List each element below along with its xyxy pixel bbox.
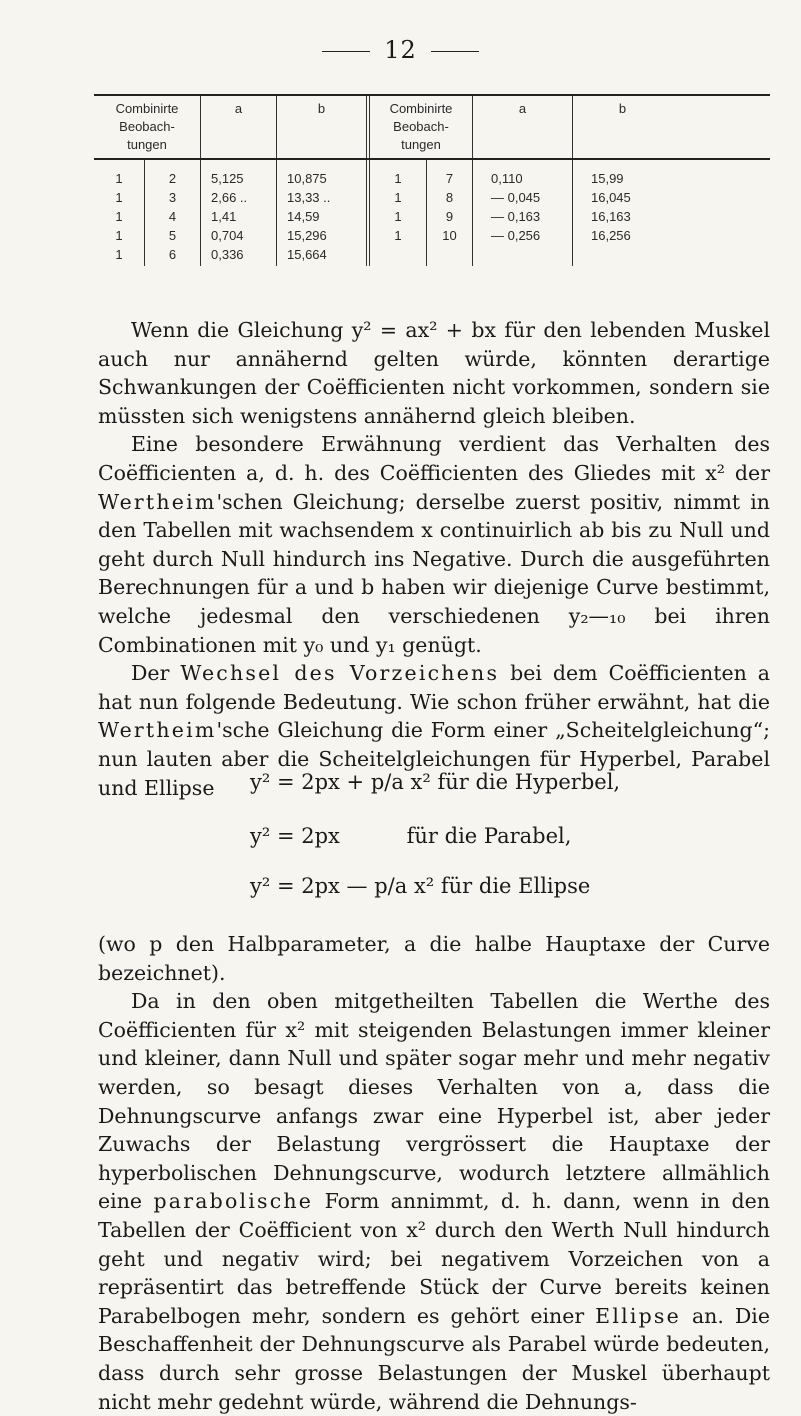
emphasis-spaced: Ellipse <box>595 1303 681 1328</box>
table-cell: 1 <box>115 209 123 224</box>
table-cell: 5 <box>168 228 177 243</box>
table-cell: 1 <box>394 209 402 224</box>
paragraph <box>98 987 770 1416</box>
column-right-obs2 <box>426 160 472 266</box>
page-number-left-dash <box>322 51 370 52</box>
table-body <box>94 160 770 266</box>
header-a-left: a <box>200 96 276 158</box>
table-header <box>94 96 770 160</box>
page-number-text: 12 <box>384 36 417 64</box>
table-cell: 8 <box>445 190 454 205</box>
header-a-right: a <box>472 96 572 158</box>
formula-ellipse: y² = 2px — p/a x² für die Ellipse <box>250 874 591 898</box>
table-cell: 4 <box>168 209 177 224</box>
header-combinirte-left: Combinirte Beobach- tungen <box>115 101 179 152</box>
name-wertheim: Wertheim <box>98 489 217 514</box>
paragraph-text: Eine besondere Erwähnung verdient das Verhalten des Coëfficienten a, d. h. des Coëfficienten des Gliedes mit x² der <box>98 432 770 485</box>
table-cell: — 0,256 <box>491 228 541 243</box>
table-cell: — 0,045 <box>491 190 541 205</box>
column-right-a <box>472 160 572 266</box>
table-cell: 2 <box>168 171 177 186</box>
table-cell: 1 <box>115 171 123 186</box>
header-b-right: b <box>572 96 672 158</box>
table-cell: 1 <box>394 190 402 205</box>
table-cell: 7 <box>445 171 454 186</box>
paragraph <box>98 316 770 430</box>
body-text-lower <box>98 930 770 1416</box>
table-cell: 1 <box>394 228 402 243</box>
table-cell: 16,256 <box>591 228 631 243</box>
table-cell: 10,875 <box>287 171 327 186</box>
formula-hyperbel: y² = 2px + p/a x² für die Hyperbel, <box>250 770 621 794</box>
table-cell: 0,704 <box>211 228 244 243</box>
table-cell: 1 <box>394 171 402 186</box>
table-cell: 1 <box>115 247 123 262</box>
table-cell: 3 <box>168 190 177 205</box>
table-cell: 15,99 <box>591 171 624 186</box>
emphasis-spaced: parabolische <box>153 1189 314 1214</box>
table-cell: 1,41 <box>211 209 237 224</box>
column-right-b <box>572 160 672 266</box>
table-cell: 1 <box>115 190 123 205</box>
table-cell: — 0,163 <box>491 209 541 224</box>
header-combinirte-right: Combinirte Beobach- tungen <box>366 96 472 158</box>
table-cell: 0,336 <box>211 247 244 262</box>
paragraph-text: Form annimmt, d. h. dann, wenn in den Tabellen der Coëfficient von x² durch den Werth Null hindurch geht und negativ wird; bei negativem Vorzeichen von a repräsentirt das betreffende Stück der Curve bereits keinen Parabelbogen mehr, sondern es gehört einer <box>98 1189 770 1328</box>
table-cell: 1 <box>115 228 123 243</box>
table-cell: 15,664 <box>287 247 327 262</box>
table-cell: 2,66 .. <box>211 190 248 205</box>
table-cell: 9 <box>445 209 454 224</box>
column-left-a <box>200 160 276 266</box>
table-cell: 5,125 <box>211 171 244 186</box>
emphasis-spaced: Wechsel des Vorzeichens <box>180 661 500 686</box>
table-cell: 16,163 <box>591 209 631 224</box>
header-b-left: b <box>276 96 366 158</box>
data-table <box>94 94 770 266</box>
name-wertheim: Wertheim <box>98 718 217 743</box>
table-cell: 6 <box>168 247 177 262</box>
column-left-obs2 <box>144 160 200 266</box>
table-cell: 14,59 <box>287 209 320 224</box>
body-text-upper <box>98 316 770 802</box>
column-left-obs1 <box>94 160 144 266</box>
table-cell: 10 <box>442 228 457 243</box>
page-number-right-dash <box>431 51 479 52</box>
column-right-obs1 <box>366 160 426 266</box>
table-cell: 13,33 .. <box>287 190 331 205</box>
page-number <box>0 36 801 64</box>
paragraph-text: Da in den oben mitgetheilten Tabellen die Werthe des Coëfficienten für x² mit steigenden Belastungen immer kleiner und kleiner, dann Null und später sogar mehr und mehr negativ werden, so besagt dieses Verhalten von a, dass die Dehnungscurve anfangs zwar eine Hyperbel ist, aber jeder Zuwachs der Belastung vergrössert die Hauptaxe der hyperbolischen Dehnungscurve, wodurch letztere allmählich eine <box>98 989 770 1214</box>
paragraph <box>98 430 770 659</box>
paragraph-text: (wo p den Halbparameter, a die halbe Hauptaxe der Curve bezeichnet). <box>98 932 770 985</box>
formula-parabel: y² = 2px für die Parabel, <box>250 824 572 848</box>
paragraph-text: Der <box>131 661 181 686</box>
paragraph-text: bei dem Coëfficienten a hat nun folgende Bedeutung. Wie schon früher erwähnt, hat die <box>98 661 770 714</box>
paragraph-text: 'sche Gleichung die Form einer „Scheitelgleichung“; nun lauten aber die Scheitelgleichungen für Hyperbel, Parabel und Ellipse <box>98 718 770 800</box>
table-cell: 16,045 <box>591 190 631 205</box>
paragraph-text: 'schen Gleichung; derselbe zuerst positiv, nimmt in den Tabellen mit wachsendem x continuirlich ab bis zu Null und geht durch Null hindurch ins Negative. Durch die ausgeführten Berechnungen für a und b haben wir diejenige Curve bestimmt, welche jedesmal den verschiedenen y₂—₁₀ bei ihren Combinationen mit y₀ und y₁ genügt. <box>98 489 770 657</box>
paragraph-text: an. Die Beschaffenheit der Dehnungscurve als Parabel würde bedeuten, dass durch sehr grosse Belastungen der Muskel überhaupt nicht mehr gedehnt würde, während die Dehnungs- <box>98 1303 770 1414</box>
table-cell: 15,296 <box>287 228 327 243</box>
column-left-b <box>276 160 366 266</box>
table-cell: 0,110 <box>491 171 523 186</box>
paragraph <box>98 930 770 987</box>
paragraph-text: Wenn die Gleichung y² = ax² + bx für den lebenden Muskel auch nur annähernd gelten würde, könnten derartige Schwankungen der Coëfficienten nicht vorkommen, sondern sie müssten sich wenigstens annähernd gleich bleiben. <box>98 318 770 428</box>
